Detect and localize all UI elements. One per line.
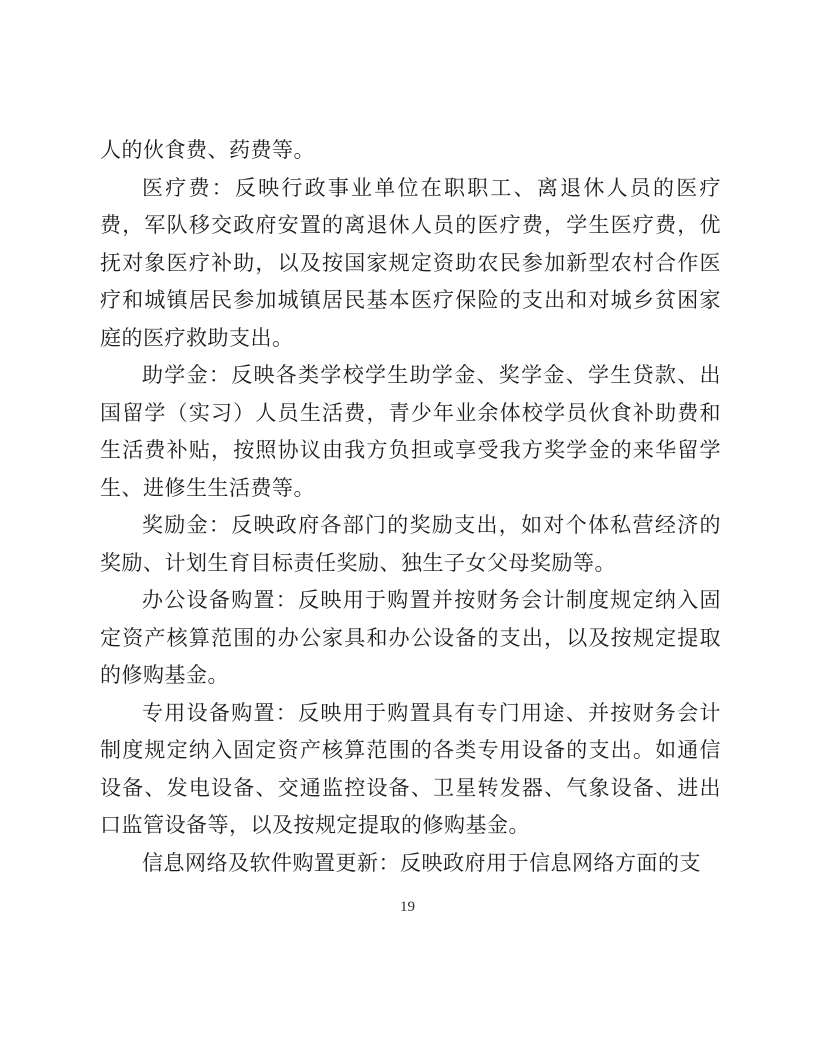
paragraph-special-equipment: 专用设备购置：反映用于购置具有专门用途、并按财务会计制度规定纳入固定资产核算范围的各类专用设备的支出。如通信设备、发电设备、交通监控设备、卫星转发器、气象设备、进出口监管设备等，以及按规定提取的修购基金。 xyxy=(100,700,721,837)
paragraph-grants: 助学金：反映各类学校学生助学金、奖学金、学生贷款、出国留学（实习）人员生活费，青少年业余体校学员伙食补助费和生活费补贴，按照协议由我方负担或享受我方奖学金的来华留学生、进修生生活费等。 xyxy=(100,363,721,500)
paragraph-rewards: 奖励金：反映政府各部门的奖励支出，如对个体私营经济的奖励、计划生育目标责任奖励、独生子女父母奖励等。 xyxy=(100,513,721,575)
paragraph-medical-fees: 医疗费：反映行政事业单位在职职工、离退休人员的医疗费，军队移交政府安置的离退休人员的医疗费，学生医疗费，优抚对象医疗补助，以及按国家规定资助农民参加新型农村合作医疗和城镇居民参加城镇居民基本医疗保险的支出和对城乡贫困家庭的医疗救助支出。 xyxy=(100,175,721,350)
paragraph-network-software: 信息网络及软件购置更新：反映政府用于信息网络方面的支 xyxy=(142,850,701,875)
page-number: 19 xyxy=(400,899,415,915)
document-body xyxy=(100,132,721,882)
paragraph-office-equipment: 办公设备购置：反映用于购置并按财务会计制度规定纳入固定资产核算范围的办公家具和办公设备的支出，以及按规定提取的修购基金。 xyxy=(100,588,721,687)
paragraph-continuation: 人的伙食费、药费等。 xyxy=(100,138,315,162)
